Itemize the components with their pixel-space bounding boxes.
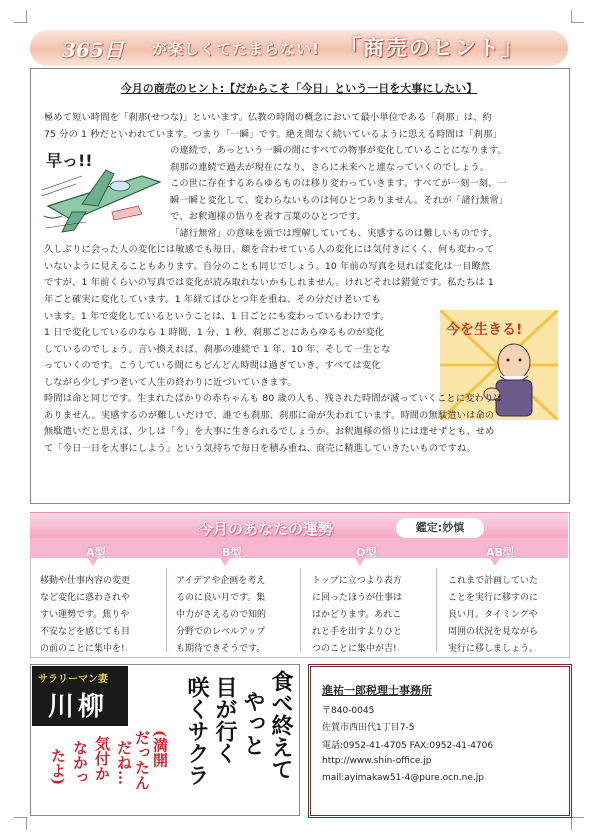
crop-mark-top-left bbox=[14, 10, 27, 23]
fortune-type-a-label: A型 bbox=[86, 546, 106, 559]
crop-mark-top-right bbox=[571, 10, 584, 23]
crop-mark-bottom-left bbox=[14, 817, 27, 830]
article-narrow bbox=[44, 292, 436, 391]
office-address: 佐賀市西田代1丁目7-5 bbox=[322, 723, 415, 733]
senryu-poem-line: 目が行く bbox=[212, 676, 238, 764]
article-line: て「今日一日を大事にしよう」という気持ちで毎日を積み重ね、商売に精進していきたいものですね。 bbox=[44, 442, 476, 454]
senryu-comment-line: たよ) bbox=[49, 748, 67, 786]
fortune-type-ab-text: これまで計画していた ことを実行に移すのに 良い月。タイミングや 周囲の状況を見ながら 実行に移しましょう。 bbox=[448, 576, 539, 654]
senryu-comment-line: だったん bbox=[133, 730, 151, 790]
fortune-type-b-label: B型 bbox=[222, 546, 242, 559]
fortune-divider bbox=[166, 568, 167, 652]
fortune-type-b-text: アイデアや企画を考え るのに良い月です。集 中力がさえるので知的 分野でのレベルアップ も期待できそうです。 bbox=[176, 576, 267, 654]
fortune-type-a-text: 移動や仕事内容の変更 など変化に惑わされや すい運勢です。焦りや 不安などを感じても目 の前のことに集中を! bbox=[40, 576, 131, 654]
article-line: の連続で、あっという一瞬の間にすべての物事が変化していることになります。 bbox=[170, 145, 507, 156]
article-line: 瞬一瞬と変化して、変わらないものは何ひとつありません。それが「諸行無常」 bbox=[170, 194, 509, 206]
office-postal-code: 〒840-0045 bbox=[322, 706, 375, 716]
jet-illustration bbox=[42, 146, 166, 236]
article-line: しているのでしょう。言い換えれば、刹那の連続で 1 年、10 年、そして一生とな bbox=[44, 343, 391, 355]
fortune-type-o-label: O型 bbox=[356, 546, 377, 559]
article-side-text bbox=[170, 143, 560, 242]
article-line: で、お釈迦様の悟りを表す言葉のひとつです。 bbox=[170, 211, 367, 222]
article-line: しながら少しずつ老いて人生の終わりに近づいていきます。 bbox=[44, 376, 297, 388]
office-name: 進祐一郎税理士事務所 bbox=[322, 684, 432, 697]
header-phrase: が楽しくてたまらない! bbox=[152, 40, 320, 58]
fortune-divider bbox=[436, 568, 437, 652]
senryu-poem-line: 食べ終えて bbox=[268, 670, 294, 780]
header-days-label: 365日 bbox=[62, 38, 124, 62]
senryu-comment-line: だね… bbox=[115, 740, 133, 785]
office-website: http://www.shin-office.jp bbox=[322, 756, 432, 766]
header-title: 「商売のヒント」 bbox=[340, 36, 524, 60]
fortune-author-badge: 鑑定:妙慎 bbox=[396, 518, 484, 538]
article-line: っていくのです。こうしている間にもどんどん時間は過ぎていき、すべては変化 bbox=[44, 360, 381, 371]
monk-illustration-caption: 今を生きる! bbox=[446, 322, 523, 338]
article-line: 1 日で変化しているのなら 1 時間、1 分、1 秒、刹那ごとにあらゆるものが変化 bbox=[44, 327, 385, 338]
fortune-title: 今月のあなたの運勢 bbox=[198, 520, 334, 538]
article-line: 時間は命と同じです。生まれたばかりの赤ちゃんも 80 歳の人も、残された時間が減っていくことに変わりは bbox=[44, 393, 503, 404]
article-line: ありません。実感するのが難しいだけで、誰でも刹那、刹那に命が失われています。時間の無駄遣いは命の bbox=[44, 409, 495, 421]
senryu-poem-line: やっと bbox=[240, 690, 266, 756]
article-line: この世に存在するあらゆるものは移り変わっていきます。すべてが一刻一刻、一 bbox=[170, 178, 507, 189]
article-line: いないように見えることもあります。自分のことも同じでしょう。10 年前の写真を見れば変化は一目瞭然 bbox=[44, 260, 491, 272]
senryu-poem-line: 咲くサクラ bbox=[184, 676, 210, 786]
jet-illustration-caption: 早っ!! bbox=[46, 151, 93, 170]
office-phone-fax: 電話:0952-41-4705 FAX:0952-41-4706 bbox=[322, 741, 494, 751]
article-intro bbox=[44, 110, 558, 143]
crop-mark-bottom-right bbox=[571, 817, 584, 830]
article-line: 無駄遣いだと思えば、少しは「今」を大事に生きられるでしょうか。お釈迦様の悟りには達せずとも、せめ bbox=[44, 426, 495, 437]
fortune-type-o-text: トップに立つより表方 に回ったほうが仕事は はかどります。あれこ れと手を出すよりひと つのことに集中が吉! bbox=[312, 576, 403, 654]
senryu-comment-line: なかっ bbox=[71, 740, 89, 785]
senryu-title: 川柳 bbox=[48, 692, 109, 722]
article-line: ですが、1 年前くらいの写真では変化が読み取れないかもしれません。けれどそれは錯覚です。私たちは 1 bbox=[44, 277, 494, 288]
office-email: mail:ayimakaw51-4@pure.ocn.ne.jp bbox=[322, 773, 484, 783]
article-line: 極めて短い時間を「刹那(せつな)」といいます。仏教の時間の概念において最小単位である「刹那」は、約 bbox=[44, 112, 493, 123]
senryu-subtitle: サラリーマン妻 bbox=[38, 674, 108, 685]
senryu-comment-line: 気付か bbox=[93, 736, 111, 781]
article-line: 久しぶりに会った人の変化には敏感でも毎日、顔を合わせている人の変化には気付きにくく、何も変わって bbox=[44, 244, 495, 255]
article-line: います。1 年で変化しているということは、1 日ごとにも変わっているわけです。 bbox=[44, 310, 390, 322]
senryu-comment-line: (満開 bbox=[151, 730, 169, 768]
fortune-type-ab-label: AB型 bbox=[486, 546, 514, 559]
article-line: 75 分の 1 秒だといわれています。つまり「一瞬」です。絶え間なく続いているように思える時間は「刹那」 bbox=[44, 128, 502, 140]
article-line: 「諸行無常」の意味を頭では理解していても、実感するのは難しいものです。 bbox=[170, 227, 498, 239]
article-conclusion bbox=[44, 391, 560, 457]
article-line: 刹那の連続で過去が現在になり、さらに未来へと連なっていくのでしょう。 bbox=[170, 161, 490, 173]
article-headline: 今月の商売のヒント:【だからこそ「今日」という一日を大事にしたい】 bbox=[120, 82, 478, 95]
fortune-divider bbox=[300, 568, 301, 652]
article-middle bbox=[44, 242, 560, 292]
article-line: 年ごと確実に変化しています。1 年経てばひとつ年を重ね、その分だけ老いても bbox=[44, 294, 381, 305]
